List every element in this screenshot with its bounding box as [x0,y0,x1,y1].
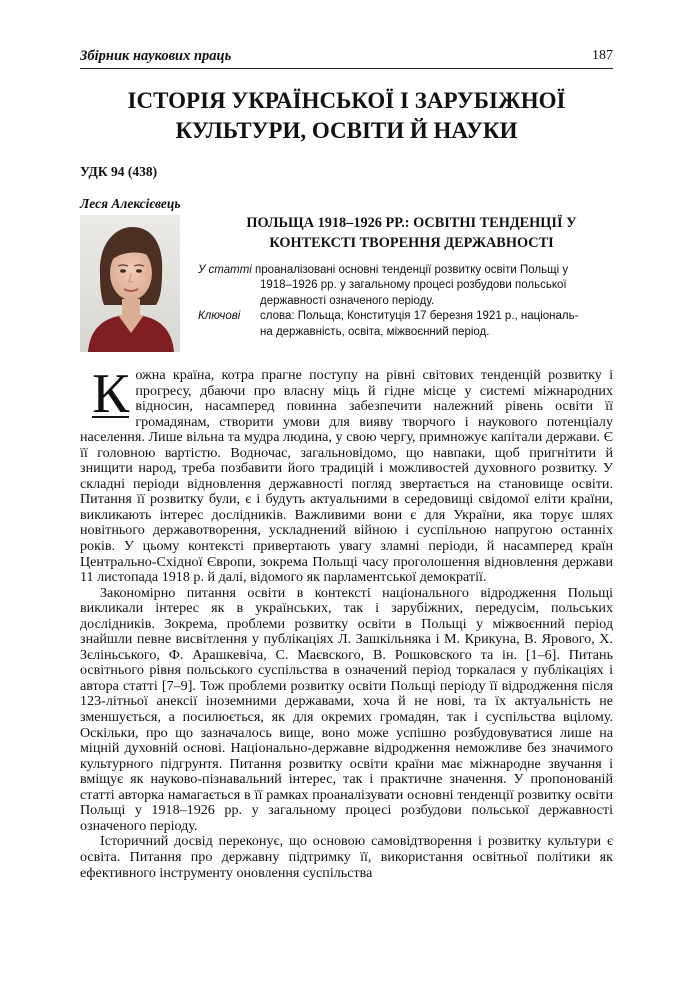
section-title [80,86,613,146]
abstract-text: державності означеного періоду. [260,294,435,307]
abstract-text: 1918–1926 рр. у загальному процесі розбудови польської [260,279,567,292]
section-title-line: ІСТОРІЯ УКРАЇНСЬКОЇ І ЗАРУБІЖНОЇ [127,88,566,113]
article-title [210,213,613,253]
running-head [80,46,613,69]
author-photo [80,215,180,352]
section-title-line: КУЛЬТУРИ, ОСВІТИ Й НАУКИ [175,118,518,143]
journal-title: Збірник наукових праць [80,48,232,64]
udc-code: УДК 94 (438) [80,164,158,179]
body-paragraph: Історичний досвід переконує, що основою самовідтворення і розвитку культури є освіта. Питання про державну підтримку її, використання освітньої політики як ефективного інструменту оновлення суспільства [80,833,613,881]
abstract-line [198,263,614,278]
keywords-lead: Ключові [198,310,241,323]
body-paragraph: Закономірно питання освіти в контексті національного відродження Польщі викликали інтерес як в українських, так і зарубіжних, передусім, польських дослідників. Зокрема, проблеми розвитку освіти в Польщі у міжвоєнний період знайшли певне висвітлення у публікаціях Л. Зашкільняка і М. Крикуна, В. Ярового, Х. Зєліньського, Ф. Арашкевіча, С. Маєвского, В. Рошковского та ін. [1–6]. Питань освітнього рівня польського суспільства в означений період торкалася у публікаціях і автора статті [7–9]. Тож проблеми розвитку освіти Польщі періоду її відродження після 123-літньої анексії іноземними державами, хоча й не нові, та їх актуальність не зменшується, а посилюється, як для окремих громадян, так і суспільства вцілому. Оскільки, про що зазначалось вище, воно може успішно розбудовуватися лише на міцній духовній основі. Національно-державне відродження неможливе без значимого культурного підгрунтя. Питання розвитку освіти країни має міжнародне звучання і вміщує як науково-пізнавальний інтерес, так і практичне значення. У пропонованій статті авторка намагається в її рамках проаналізувати основні тенденції розвитку освіти Польщі у 1918–1926 рр. у загальному процесі розбудови польської державності означеного періоду. [80,584,613,834]
abstract-lead: У статті [198,264,252,276]
keywords-text: слова: Польща, Конституція 17 березня 1921 р., національ- [260,310,579,323]
article-title-line: КОНТЕКСТІ ТВОРЕННЯ ДЕРЖАВНОСТІ [269,235,554,251]
drop-cap: К [92,363,130,425]
body-paragraph [80,363,613,586]
abstract-text: проаналізовані основні тенденції розвитку освіти Польщі у [251,264,569,276]
author-name: Леся Алексієвець [80,196,181,211]
article-title-line: ПОЛЬЩА 1918–1926 РР.: ОСВІТНІ ТЕНДЕНЦІЇ У [246,215,577,231]
abstract [198,263,614,340]
keywords-line [198,309,614,324]
article-body [80,363,613,881]
paragraph-text: ожна країна, котра прагне поступу на рівні світових тенденцій розвитку і прогресу, дбаючи про власну міць й гідне місце у системі міжнародних відносин, насамперед повинна забезпечити належний рівень освіти її громадянам, створити умови для вияву творчого і наукового потенціалу населення. Лише вільна та мудра людина, у свою чергу, примножує капітали держави. Є її головною вартістю. Водночас, загальновідомо, що навпаки, щоб пригнітити й знищити народ, треба позбавити його традицій і можливостей духовного розвитку. У складні періоди відновлення державності погляд звертається на становище освіти. Питання її розвитку були, є і будуть актуальними в середовищі свідомої еліти країни, викликають інтерес дослідників. Важливими вони є для України, яка торує шлях новітнього державотворення, ускладнений війною і суспільною напругою останніх років. У цьому контексті привертають увагу зламні періоди, й насамперед країн Центрально-Східної Європи, зокрема Польщі часу проголошення відновлення держави 11 листопада 1918 р. й далі, відомого як парламентської демократії. [80,367,613,586]
keywords-text: на державність, освіта, міжвоєнний період. [260,325,490,338]
page-number: 187 [592,48,613,63]
